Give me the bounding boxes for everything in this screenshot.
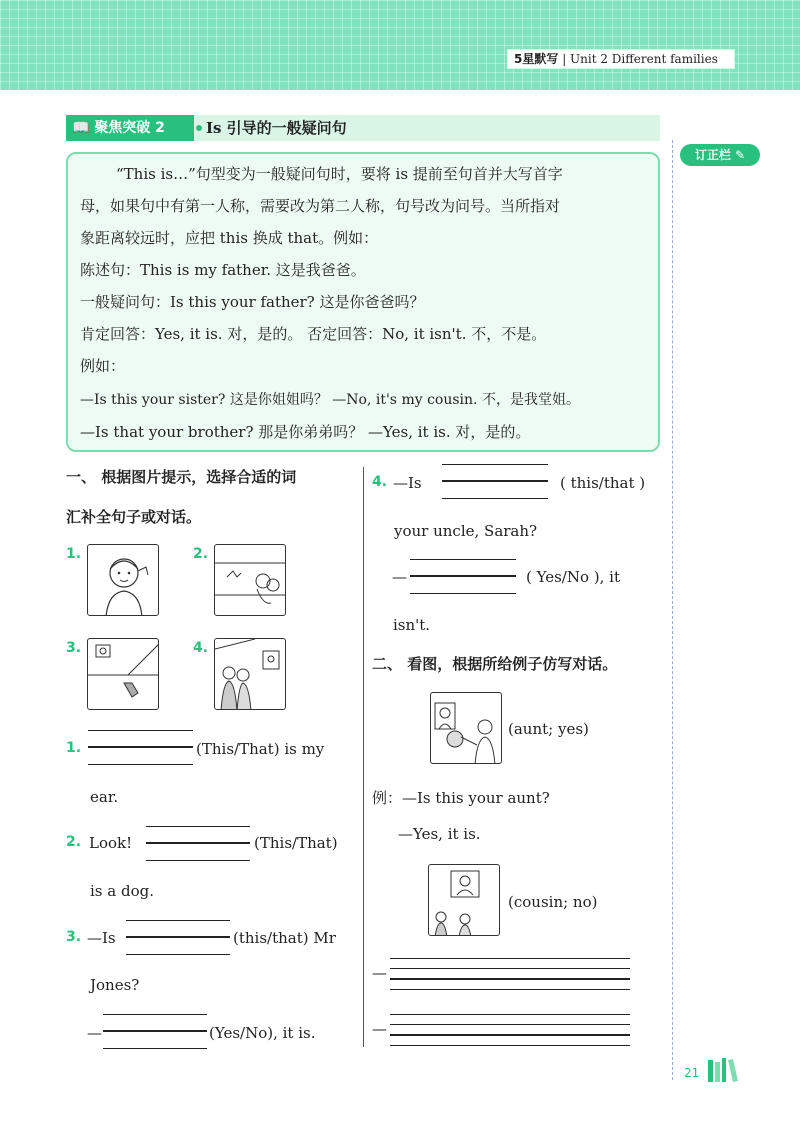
part1-heading: 一、 根据图片提示，选择合适的词 xyxy=(66,468,297,486)
info-line: 母，如果句中有第一人称，需要改为第二人称，句号改为问号。当所指对 xyxy=(80,197,561,215)
q3-answer-dash: — xyxy=(87,1024,102,1042)
answer-blank[interactable] xyxy=(126,920,230,956)
info-line: —Is this your sister? 这是你姐姐吗？ —No, it's my cousin. 不，是我堂姐。 xyxy=(80,392,580,408)
header-band xyxy=(0,0,800,90)
part2-heading: 二、 看图，根据所给例子仿写对话。 xyxy=(372,655,618,673)
book-icon: 📖 xyxy=(72,120,90,136)
q4-line2: your uncle, Sarah? xyxy=(394,522,538,540)
pic-number: 2. xyxy=(193,546,209,562)
example-answer: —Yes, it is. xyxy=(398,825,481,843)
picture-cousin xyxy=(428,864,500,936)
page-number: 21 xyxy=(684,1066,700,1080)
q4-hint: ( this/that ) xyxy=(560,474,646,492)
q3-tail: Jones? xyxy=(90,976,140,994)
correction-tag: 订正栏 ✎ xyxy=(680,144,760,166)
answer-blank[interactable] xyxy=(103,1014,207,1050)
picture-ear xyxy=(87,544,159,616)
picture-wall-photo xyxy=(87,638,159,710)
side-divider xyxy=(672,140,673,1080)
question-number: 1. xyxy=(66,740,82,756)
answer-blank[interactable] xyxy=(146,826,250,862)
section-label: 📖 聚焦突破 2 xyxy=(66,115,194,141)
unit-label: | Unit 2 Different families xyxy=(562,52,718,66)
answer-dash: — xyxy=(372,964,387,982)
q1-hint: (This/That) is my xyxy=(196,740,325,758)
answer-blank[interactable] xyxy=(390,1014,630,1046)
q1-tail: ear. xyxy=(90,788,119,806)
q4-answer-hint: ( Yes/No ), it xyxy=(526,568,620,586)
section-title-bar xyxy=(66,115,660,141)
dot-icon xyxy=(196,125,202,131)
info-line: —Is that your brother? 那是你弟弟吗？ —Yes, it is. 对，是的。 xyxy=(80,423,531,441)
info-line: 例如： xyxy=(80,357,126,375)
info-line: 陈述句：This is my father. 这是我爸爸。 xyxy=(80,261,366,279)
q2-lead: Look! xyxy=(89,834,133,852)
picture-aunt xyxy=(430,692,502,764)
q4-lead: —Is xyxy=(393,474,422,492)
brand-label: 5星默写 xyxy=(514,52,559,66)
info-line: “This is…”句型变为一般疑问句时，要将 is 提前至句首并大写首字 xyxy=(116,165,563,183)
info-line: 象距离较远时，应把 this 换成 that。例如： xyxy=(80,229,379,247)
info-line: 一般疑问句：Is this your father? 这是你爸爸吗？ xyxy=(80,293,425,311)
q4-answer-dash: — xyxy=(392,568,407,586)
pencil-icon: ✎ xyxy=(735,148,746,162)
answer-blank[interactable] xyxy=(442,464,548,500)
q2-hint: (This/That) xyxy=(254,834,338,852)
q3-answer-hint: (Yes/No), it is. xyxy=(209,1024,316,1042)
books-icon xyxy=(708,1058,738,1082)
picture-dog xyxy=(214,544,286,616)
question-number: 2. xyxy=(66,834,82,850)
answer-dash: — xyxy=(372,1020,387,1038)
pic2-label: (cousin; no) xyxy=(508,893,598,911)
pic-number: 1. xyxy=(66,546,82,562)
picture-family xyxy=(214,638,286,710)
answer-blank[interactable] xyxy=(88,730,193,766)
q4-tail: isn't. xyxy=(393,616,431,634)
pic-number: 3. xyxy=(66,640,82,656)
part1-heading-cont: 汇补全句子或对话。 xyxy=(66,508,202,526)
answer-blank[interactable] xyxy=(390,958,630,990)
section-title: Is 引导的一般疑问句 xyxy=(206,119,347,137)
pic1-label: (aunt; yes) xyxy=(508,720,589,738)
q3-lead: —Is xyxy=(87,929,116,947)
column-divider xyxy=(363,467,364,1047)
question-number: 3. xyxy=(66,929,82,945)
explanation-box xyxy=(66,152,660,452)
q2-tail: is a dog. xyxy=(90,882,154,900)
answer-blank[interactable] xyxy=(410,559,516,595)
q3-hint: (this/that) Mr xyxy=(233,929,336,947)
unit-tag xyxy=(507,49,735,69)
question-number: 4. xyxy=(372,474,388,490)
info-line: 肯定回答：Yes, it is. 对，是的。 否定回答：No, it isn't. 不，不是。 xyxy=(80,325,547,343)
pic-number: 4. xyxy=(193,640,209,656)
example-question: 例：—Is this your aunt? xyxy=(372,789,550,807)
